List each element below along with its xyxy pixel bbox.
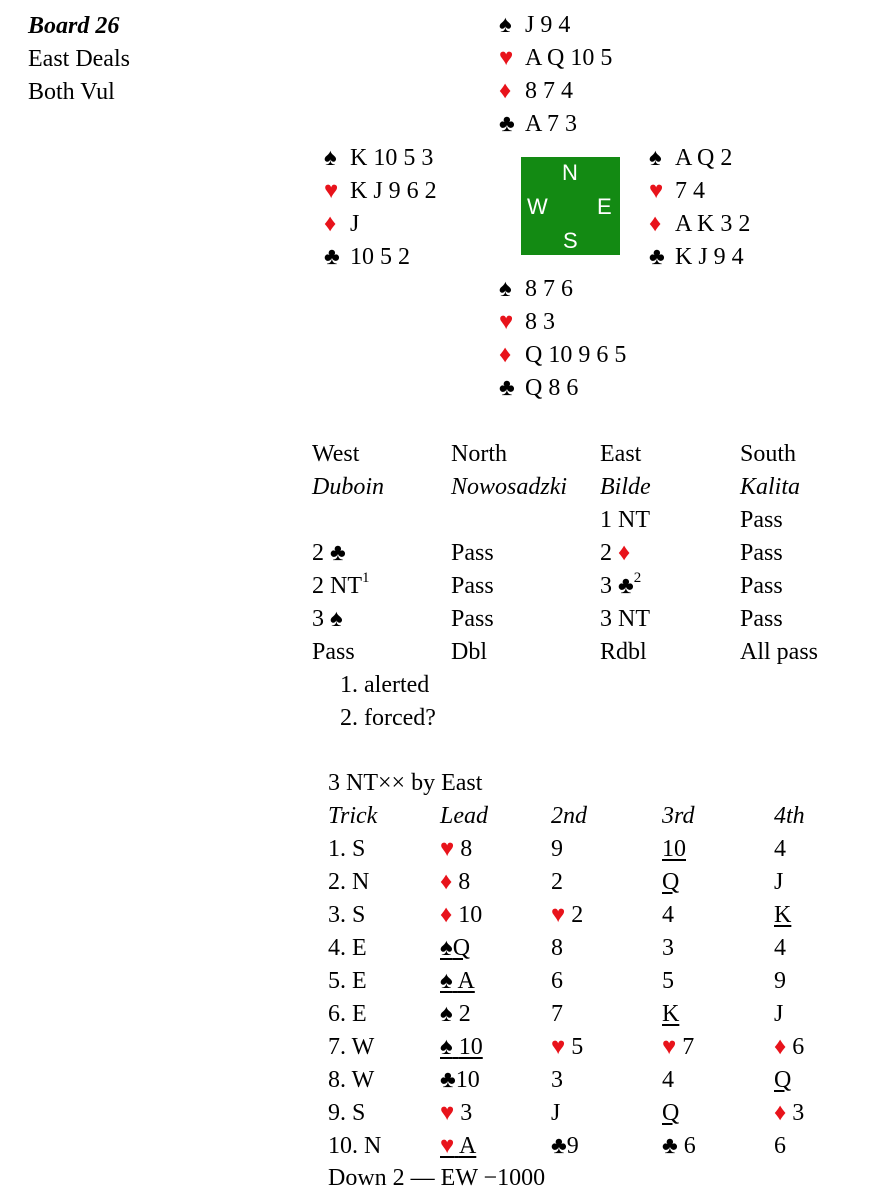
auction-bid: 3 ♠ [312,606,343,632]
auction-bid: Pass [451,606,494,632]
spade-icon: ♠ [324,145,337,171]
dealer-text: East Deals [28,46,130,72]
heart-icon: ♥ [551,1034,566,1060]
player-north: Nowosadzki [451,474,568,500]
trick-card: ♣ 6 [662,1133,696,1159]
player-east: Bilde [600,474,651,500]
south-clubs: ♣ Q 8 6 [499,372,578,405]
south-hearts: ♥ 8 3 [499,306,555,339]
auction-note: 2. forced? [340,705,436,731]
trick-card-winner: Q [662,1100,680,1126]
trick-card: 6 [774,1133,786,1159]
auction-bid: All pass [740,639,818,665]
auction-bid: Pass [740,540,783,566]
auction-bid: Pass [451,573,494,599]
auction-header-east: East [600,441,642,467]
club-icon: ♣ [649,244,665,270]
auction-bid: 3 ♣$^2$ [600,570,642,599]
spade-icon: ♠ [440,935,453,961]
trick-card: ♦ 10 [440,902,483,928]
spade-icon: ♠ [440,968,453,994]
diamond-icon: ♦ [324,211,337,237]
spade-icon: ♠ [330,606,343,632]
diamond-icon: ♦ [774,1100,787,1126]
trick-card: 9 [551,836,563,862]
compass-north: N [562,160,578,185]
heart-icon: ♥ [499,309,514,335]
trick-label: 7. W [328,1034,375,1060]
club-icon: ♣ [499,111,515,137]
spade-icon: ♠ [440,1034,453,1060]
trick-card: J [774,869,784,895]
auction-header-west: West [312,441,360,467]
trick-label: 8. W [328,1067,375,1093]
auction-bid: 2 ♦ [600,540,631,566]
player-west: Duboin [312,474,384,500]
trick-card: 3 [551,1067,563,1093]
trick-card: 7 [551,1001,563,1027]
auction-note: 1. alerted [340,672,430,698]
compass-west: W [527,194,548,219]
heart-icon: ♥ [324,178,339,204]
south-diamonds: ♦ Q 10 9 6 5 [499,339,626,372]
trick-card: J [551,1100,561,1126]
compass-table [521,157,620,255]
club-icon: ♣ [440,1067,456,1093]
trick-card-winner: K [662,1001,680,1027]
trick-card: 2 [551,869,563,895]
diamond-icon: ♦ [618,540,631,566]
spade-icon: ♠ [649,145,662,171]
east-diamonds: ♦ A K 3 2 [649,208,750,241]
contract-line: 3 NT×× by East [328,770,483,796]
trick-label: 1. S [328,836,366,862]
spade-icon: ♠ [499,12,512,38]
diamond-icon: ♦ [649,211,662,237]
trick-card: ♣9 [551,1133,579,1159]
club-icon: ♣ [324,244,340,270]
compass-south: S [563,228,578,253]
auction-bid: Pass [740,573,783,599]
diamond-icon: ♦ [774,1034,787,1060]
heart-icon: ♥ [499,45,514,71]
auction-bid: 3 NT [600,606,650,632]
trick-card: ♠ 2 [440,1001,471,1027]
heart-icon: ♥ [662,1034,677,1060]
trick-card: ♥ 5 [551,1034,584,1060]
west-diamonds: ♦ J [324,208,359,241]
north-spades: ♠ J 9 4 [499,9,570,42]
trick-card: ♥ 3 [440,1100,473,1126]
west-clubs: ♣ 10 5 2 [324,241,410,274]
trick-card: 4 [774,836,786,862]
spade-icon: ♠ [440,1001,453,1027]
auction-bid: Pass [451,540,494,566]
trick-card: 9 [774,968,786,994]
diamond-icon: ♦ [440,902,453,928]
trick-card: ♦ 3 [774,1100,805,1126]
heart-icon: ♥ [440,1100,455,1126]
auction-bid: 1 NT [600,507,650,533]
auction-bid: 2 $NT^1$ [312,570,370,599]
east-clubs: ♣ K J 9 4 [649,241,744,274]
footnote-marker: 2 [633,570,642,586]
trick-card: 4 [774,935,786,961]
diamond-icon: ♦ [499,78,512,104]
trick-card-winner: K [774,902,792,928]
play-header-lead: Lead [440,803,488,829]
club-icon: ♣ [499,375,515,401]
heart-icon: ♥ [551,902,566,928]
play-header-trick: Trick [328,803,378,829]
play-header-2nd: 2nd [551,803,587,829]
compass-east: E [597,194,612,219]
trick-label: 6. E [328,1001,367,1027]
trick-card: 5 [662,968,674,994]
trick-card-winner: ♥ A [440,1133,477,1159]
spade-icon: ♠ [499,276,512,302]
south-spades: ♠ 8 7 6 [499,273,573,306]
east-spades: ♠ A Q 2 [649,142,732,175]
club-icon: ♣ [662,1133,678,1159]
club-icon: ♣ [618,573,634,599]
north-clubs: ♣ A 7 3 [499,108,577,141]
trick-card-winner: ♠Q [440,935,471,961]
club-icon: ♣ [330,540,346,566]
trick-card: ♥ 8 [440,836,473,862]
trick-label: 2. N [328,869,370,895]
trick-card-winner: Q [662,869,680,895]
trick-label: 5. E [328,968,367,994]
auction-header-south: South [740,441,797,467]
east-hearts: ♥ 7 4 [649,175,705,208]
trick-card-winner: 10 [662,836,686,862]
auction-bid: Pass [740,606,783,632]
trick-card: 4 [662,902,674,928]
trick-card: J [774,1001,784,1027]
diamond-icon: ♦ [499,342,512,368]
auction-bid: 2 ♣ [312,540,346,566]
heart-icon: ♥ [440,836,455,862]
trick-card: ♥ 2 [551,902,584,928]
trick-card: ♦ 8 [440,869,471,895]
trick-card-winner: ♠ A [440,968,475,994]
diamond-icon: ♦ [440,869,453,895]
north-diamonds: ♦ 8 7 4 [499,75,573,108]
play-header-4th: 4th [774,803,805,829]
club-icon: ♣ [551,1133,567,1159]
north-hearts: ♥ A Q 10 5 [499,42,612,75]
trick-card: ♦ 6 [774,1034,805,1060]
auction-bid: Rdbl [600,639,647,665]
player-south: Kalita [740,474,801,500]
play-header-3rd: 3rd [662,803,695,829]
trick-card: ♥ 7 [662,1034,695,1060]
trick-card: 6 [551,968,563,994]
trick-label: 10. N [328,1133,382,1159]
trick-card: 8 [551,935,563,961]
board-title: Board 26 [28,13,120,39]
auction-bid: Dbl [451,639,487,665]
footnote-marker: 1 [362,570,370,586]
vulnerability-text: Both Vul [28,79,115,105]
west-hearts: ♥ K J 9 6 2 [324,175,437,208]
trick-card: ♣10 [440,1067,480,1093]
heart-icon: ♥ [649,178,664,204]
trick-card: 4 [662,1067,674,1093]
auction-header-north: North [451,441,507,467]
trick-label: 9. S [328,1100,366,1126]
result-line: Down 2 — EW −1000 [328,1165,546,1191]
trick-label: 4. E [328,935,367,961]
heart-icon: ♥ [440,1133,455,1159]
trick-card: 3 [662,935,674,961]
trick-card-winner: Q [774,1067,792,1093]
auction-bid: Pass [312,639,355,665]
auction-bid: Pass [740,507,783,533]
trick-label: 3. S [328,902,366,928]
west-spades: ♠ K 10 5 3 [324,142,433,175]
trick-card-winner: ♠ 10 [440,1034,483,1060]
